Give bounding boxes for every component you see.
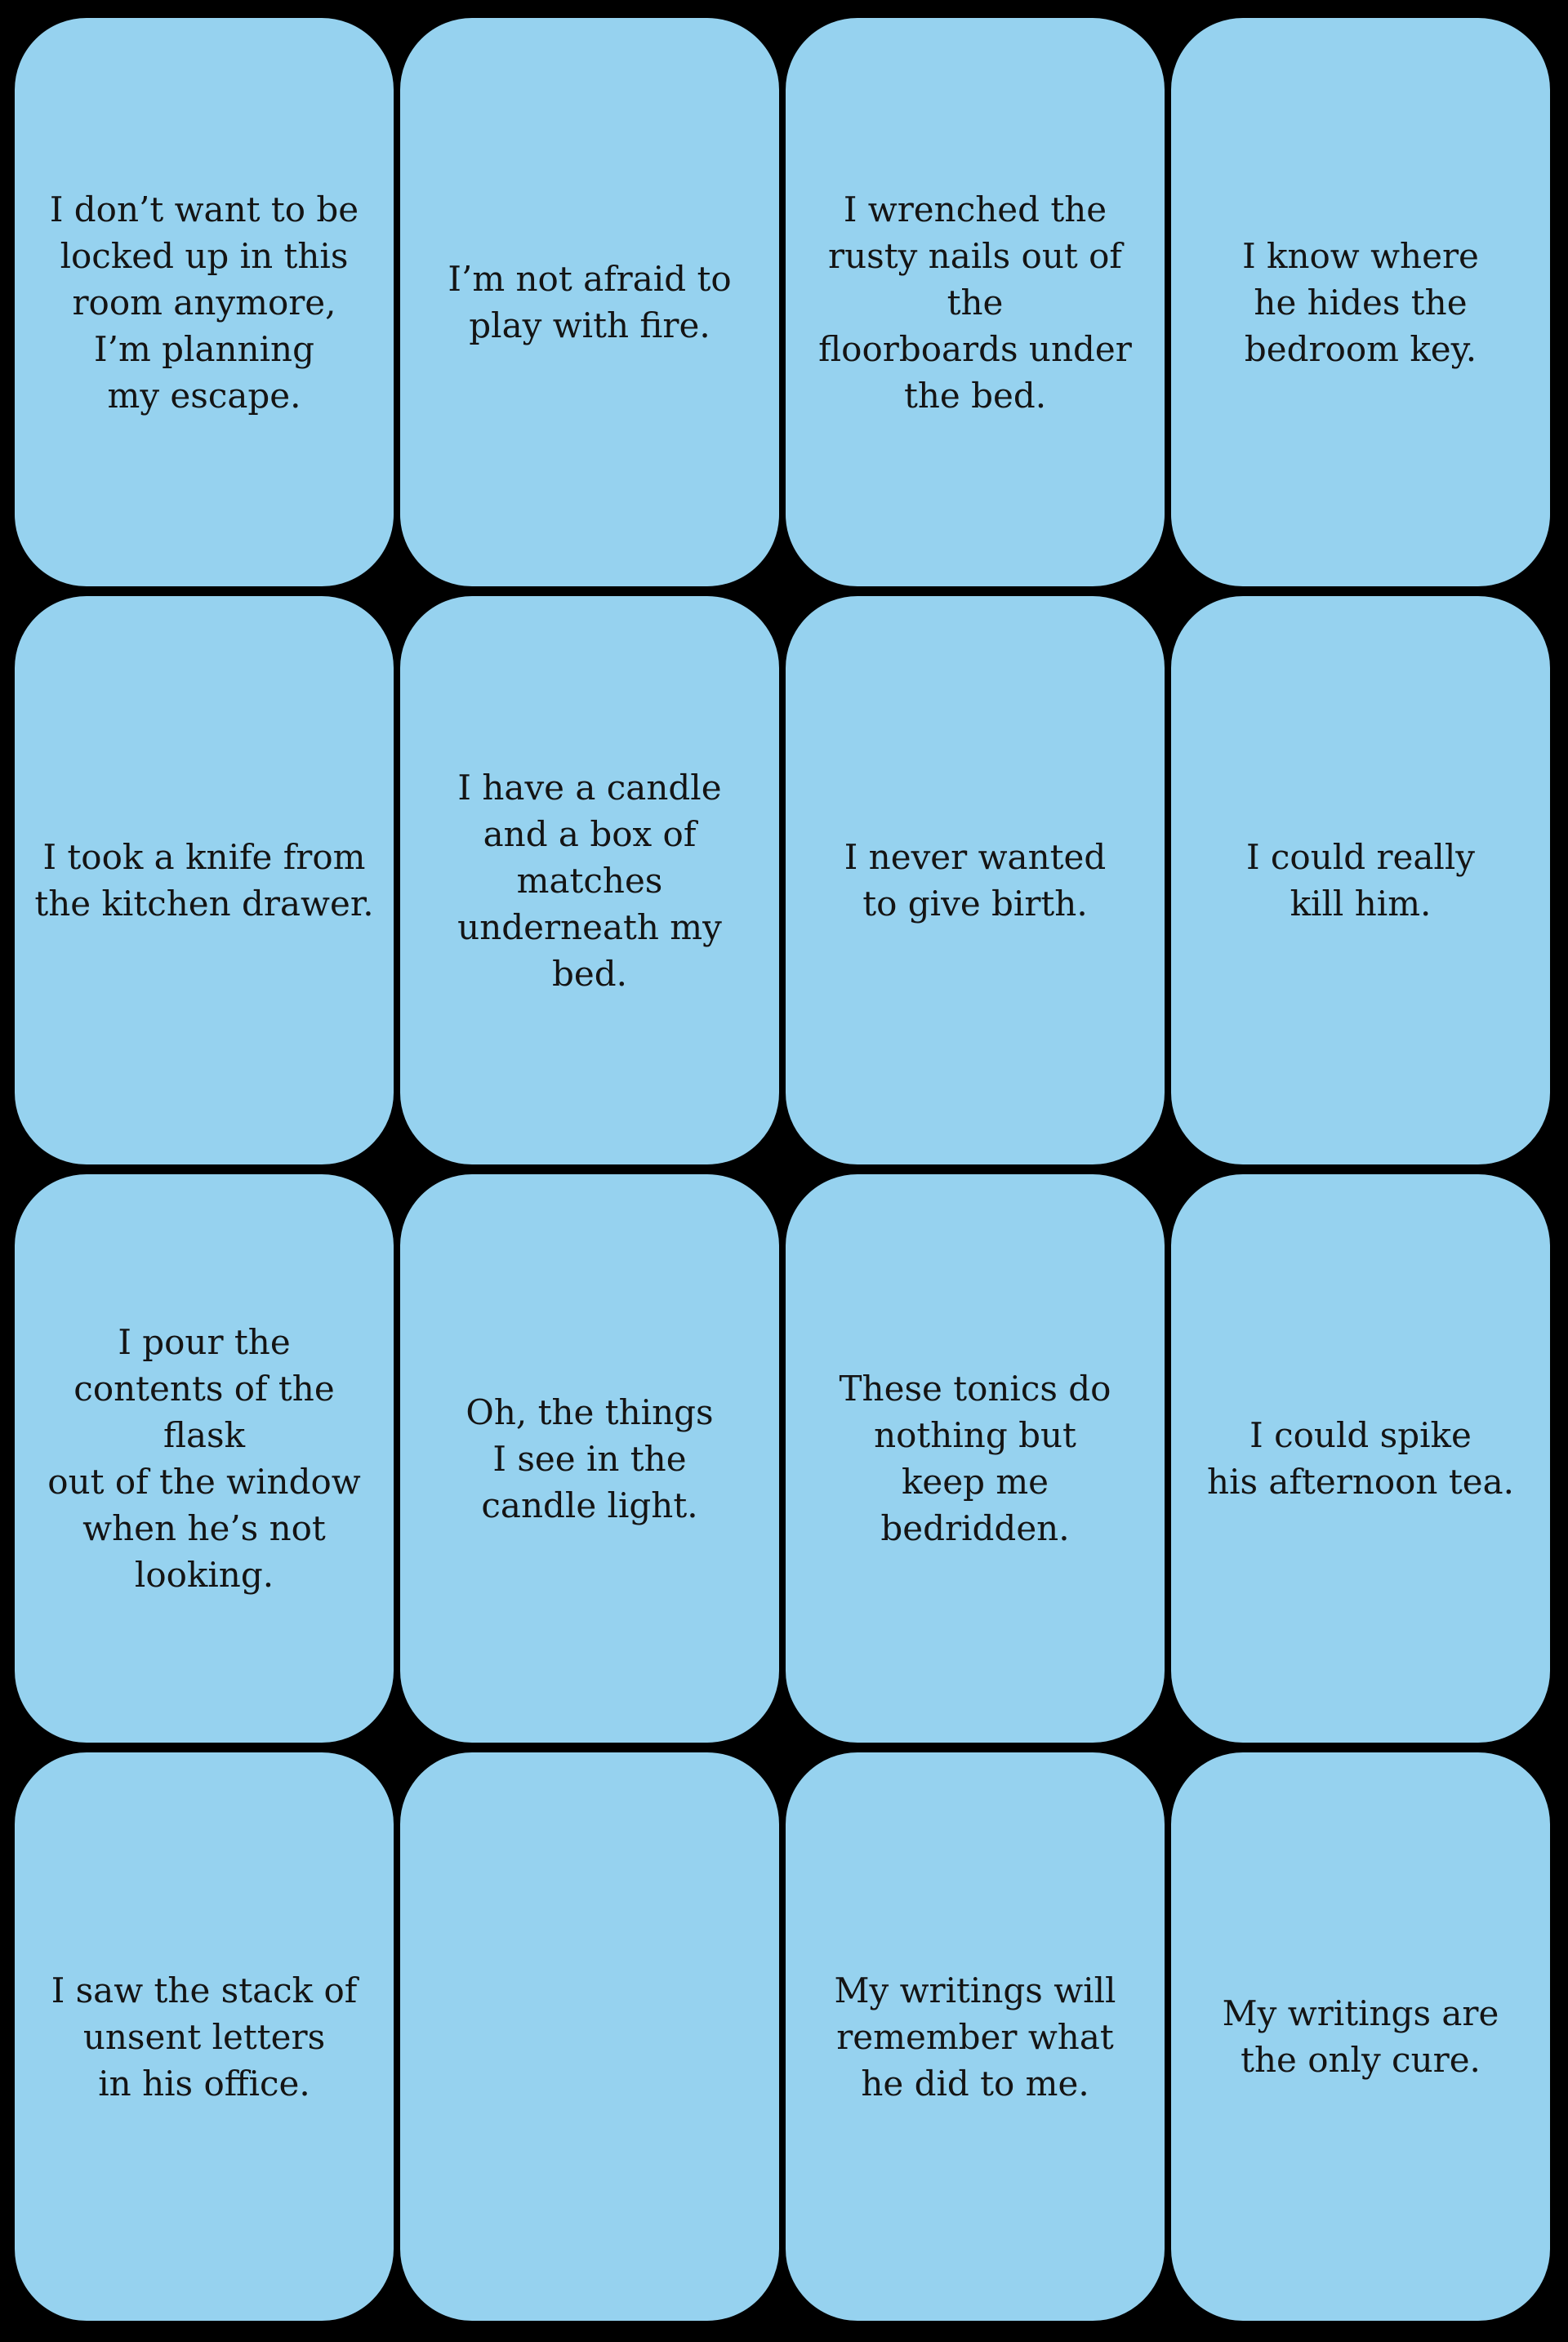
card-10: [399, 1173, 781, 1744]
card-3: [784, 16, 1166, 588]
card-text: I don’t want to be locked up in this room anymore, I’m planning my escape.: [49, 189, 359, 416]
card-text: My writings will remember what he did to me.: [834, 1970, 1116, 2104]
card-text: I’m not afraid to play with fire.: [448, 259, 732, 345]
card-9: [13, 1173, 395, 1744]
card-text: I took a knife from the kitchen drawer.: [34, 837, 374, 924]
card-12: [1169, 1173, 1552, 1744]
card-16: [1169, 1751, 1552, 2322]
card-14: [399, 1751, 781, 2322]
card-1: [13, 16, 395, 588]
card-text: I saw the stack of unsent letters in his office.: [51, 1970, 358, 2104]
card-text: I could spike his afternoon tea.: [1207, 1415, 1514, 1502]
card-7: [784, 594, 1166, 1166]
card-15: [784, 1751, 1166, 2322]
card-text: I never wanted to give birth.: [844, 837, 1107, 924]
card-6: [399, 594, 781, 1166]
card-text: I pour the contents of the flask out of the window when he’s not looking.: [47, 1322, 361, 1595]
card-11: [784, 1173, 1166, 1744]
card-text: I could really kill him.: [1245, 837, 1476, 924]
card-text: I have a candle and a box of matches underneath my bed.: [457, 767, 722, 994]
card-text: Oh, the things I see in the candle light.: [466, 1391, 714, 1525]
card-8: [1169, 594, 1552, 1166]
card-text: I wrenched the rusty nails out of the floorboards under the bed.: [818, 189, 1132, 416]
card-text: I know where he hides the bedroom key.: [1242, 235, 1479, 369]
card-5: [13, 594, 395, 1166]
card-text: My writings are the only cure.: [1222, 1993, 1499, 2080]
card-text: These tonics do nothing but keep me bedridden.: [839, 1369, 1111, 1548]
card-4: [1169, 16, 1552, 588]
card-13: [13, 1751, 395, 2322]
card-2: [399, 16, 781, 588]
